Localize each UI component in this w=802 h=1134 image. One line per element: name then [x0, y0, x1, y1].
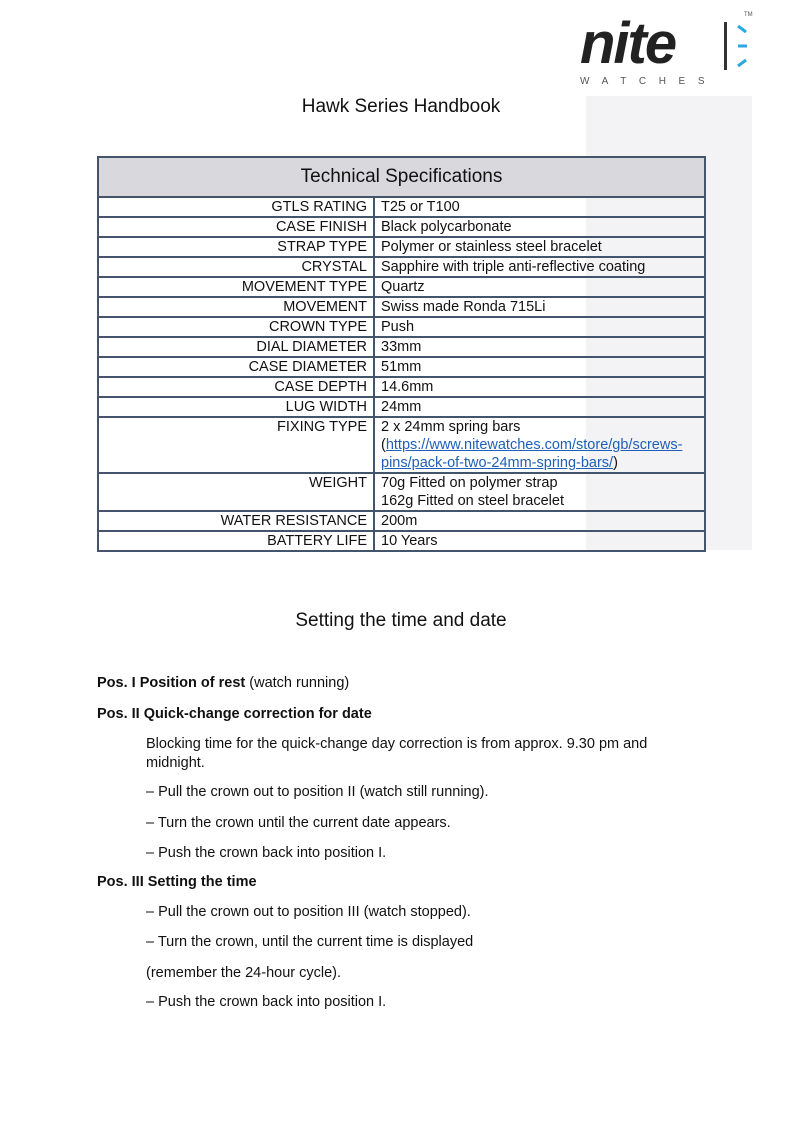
table-row	[98, 197, 705, 217]
pos-3-label: Pos. III Setting the time	[97, 874, 257, 890]
table-row	[98, 217, 705, 237]
spec-value: 10 Years	[374, 531, 705, 551]
pos-3-line: – Turn the crown, until the current time is displayed	[146, 934, 474, 950]
table-row	[98, 531, 705, 551]
table-heading: Technical Specifications	[98, 157, 705, 197]
spec-key: DIAL DIAMETER	[98, 337, 374, 357]
table-row	[98, 297, 705, 317]
spec-key: MOVEMENT TYPE	[98, 277, 374, 297]
spec-key: MOVEMENT	[98, 297, 374, 317]
spec-value: Quartz	[374, 277, 705, 297]
pos-1-label: Pos. I Position of rest	[97, 675, 246, 691]
weight-line-2: 162g Fitted on steel bracelet	[381, 493, 564, 509]
spec-key: GTLS RATING	[98, 197, 374, 217]
table-row	[98, 277, 705, 297]
spec-value: T25 or T100	[374, 197, 705, 217]
spec-key: STRAP TYPE	[98, 237, 374, 257]
link-open-paren: (	[381, 437, 386, 453]
logo-divider	[724, 22, 727, 70]
spec-value: 200m	[374, 511, 705, 531]
spec-key: WEIGHT	[98, 473, 374, 511]
pos-2-line: Blocking time for the quick-change day correction is from approx. 9.30 pm and midnight.	[146, 736, 648, 771]
pos-2-line: – Push the crown back into position I.	[146, 845, 387, 861]
table-row	[98, 337, 705, 357]
document-title: Hawk Series Handbook	[301, 96, 501, 117]
table-row	[98, 237, 705, 257]
spec-value: Polymer or stainless steel bracelet	[374, 237, 705, 257]
table-row	[98, 317, 705, 337]
spec-value	[374, 417, 705, 473]
spec-value: Sapphire with triple anti-reflective coating	[374, 257, 705, 277]
spec-value: 33mm	[374, 337, 705, 357]
table-row	[98, 511, 705, 531]
spec-key: CASE FINISH	[98, 217, 374, 237]
pos-2-line: – Pull the crown out to position II (watch still running).	[146, 784, 489, 800]
spec-key: LUG WIDTH	[98, 397, 374, 417]
pos-2-line: – Turn the crown until the current date appears.	[146, 815, 451, 831]
pos-2-label: Pos. II Quick-change correction for date	[97, 706, 372, 722]
nite-watches-logo	[576, 12, 756, 94]
spec-value: Black polycarbonate	[374, 217, 705, 237]
spec-value: Swiss made Ronda 715Li	[374, 297, 705, 317]
spec-key: CROWN TYPE	[98, 317, 374, 337]
pos-1-text: (watch running)	[245, 675, 350, 691]
pos-3-line: – Push the crown back into position I.	[146, 994, 387, 1010]
table-row	[98, 377, 705, 397]
spec-key: WATER RESISTANCE	[98, 511, 374, 531]
spring-bars-link[interactable]: https://www.nitewatches.com/store/gb/screws-pins/pack-of-two-24mm-spring-bars/	[381, 437, 683, 471]
logo-clock-icon	[734, 22, 750, 72]
table-row	[98, 417, 705, 473]
section-title: Setting the time and date	[295, 610, 507, 631]
spec-key: CRYSTAL	[98, 257, 374, 277]
pos-3-line: – Pull the crown out to position III (watch stopped).	[146, 904, 471, 920]
spec-key: FIXING TYPE	[98, 417, 374, 473]
spec-value: 51mm	[374, 357, 705, 377]
spec-value: 14.6mm	[374, 377, 705, 397]
spec-key: BATTERY LIFE	[98, 531, 374, 551]
logo-trademark: TM	[744, 12, 753, 18]
weight-line-1: 70g Fitted on polymer strap	[381, 475, 558, 491]
spec-key: CASE DIAMETER	[98, 357, 374, 377]
technical-specifications-table	[97, 156, 706, 552]
logo-wordmark: nite	[580, 11, 676, 76]
pos-3-heading	[97, 873, 257, 892]
pos-1-paragraph	[97, 674, 349, 693]
link-close-paren: )	[613, 455, 618, 471]
pos-3-line: (remember the 24-hour cycle).	[146, 965, 342, 981]
table-row	[98, 473, 705, 511]
fixing-text: 2 x 24mm spring bars	[381, 419, 521, 435]
spec-value	[374, 473, 705, 511]
table-row	[98, 257, 705, 277]
table-row	[98, 397, 705, 417]
spec-value: 24mm	[374, 397, 705, 417]
spec-value: Push	[374, 317, 705, 337]
pos-2-heading	[97, 705, 372, 724]
spec-key: CASE DEPTH	[98, 377, 374, 397]
table-row	[98, 357, 705, 377]
logo-subtitle: WATCHES	[580, 76, 718, 87]
